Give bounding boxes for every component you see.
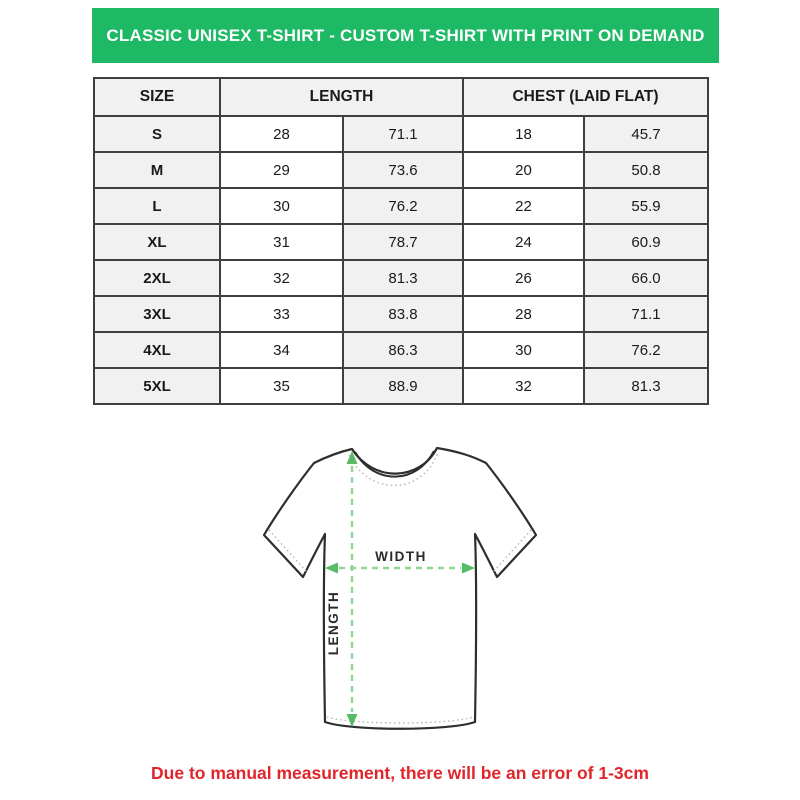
length-cm-cell: 71.1 [343,116,463,152]
length-in-cell: 35 [220,368,343,404]
tshirt-diagram [240,435,560,755]
size-cell: XL [94,224,220,260]
length-header: LENGTH [220,78,463,116]
table-row [94,296,708,332]
table-row [94,368,708,404]
length-in-cell: 32 [220,260,343,296]
length-cm-cell: 83.8 [343,296,463,332]
length-cm-cell: 88.9 [343,368,463,404]
length-in-cell: 29 [220,152,343,188]
length-in-cell: 34 [220,332,343,368]
size-cell: 2XL [94,260,220,296]
chest-in-cell: 22 [463,188,584,224]
chest-header: CHEST (LAID FLAT) [463,78,708,116]
chest-in-cell: 24 [463,224,584,260]
footnote-text: Due to manual measurement, there will be an error of 1-3cm [151,763,649,783]
size-chart-table [93,77,709,405]
size-cell: 5XL [94,368,220,404]
chest-cm-cell: 45.7 [584,116,708,152]
size-cell: S [94,116,220,152]
table-row [94,152,708,188]
length-cm-cell: 81.3 [343,260,463,296]
tshirt-diagram-svg [240,435,560,755]
length-in-cell: 33 [220,296,343,332]
header-row [94,78,708,116]
chest-cm-cell: 71.1 [584,296,708,332]
chest-in-cell: 18 [463,116,584,152]
table-row [94,224,708,260]
page-title: CLASSIC UNISEX T-SHIRT - CUSTOM T-SHIRT WITH PRINT ON DEMAND [106,25,705,45]
length-label: LENGTH [326,590,341,656]
size-header: SIZE [94,78,220,116]
length-cm-cell: 76.2 [343,188,463,224]
chest-in-cell: 30 [463,332,584,368]
table-row [94,188,708,224]
chest-in-cell: 28 [463,296,584,332]
chest-cm-cell: 55.9 [584,188,708,224]
chest-cm-cell: 60.9 [584,224,708,260]
length-cm-cell: 73.6 [343,152,463,188]
size-cell: M [94,152,220,188]
table-row [94,116,708,152]
width-label: WIDTH [375,549,427,564]
chest-cm-cell: 66.0 [584,260,708,296]
table-row [94,332,708,368]
chest-in-cell: 20 [463,152,584,188]
length-cm-cell: 86.3 [343,332,463,368]
length-in-cell: 31 [220,224,343,260]
size-cell: 3XL [94,296,220,332]
length-in-cell: 30 [220,188,343,224]
chest-cm-cell: 81.3 [584,368,708,404]
length-in-cell: 28 [220,116,343,152]
chest-cm-cell: 76.2 [584,332,708,368]
chest-in-cell: 32 [463,368,584,404]
size-chart [93,77,709,405]
table-row [94,260,708,296]
length-cm-cell: 78.7 [343,224,463,260]
chest-in-cell: 26 [463,260,584,296]
chest-cm-cell: 50.8 [584,152,708,188]
footnote [0,763,800,784]
header-banner [92,8,719,63]
tshirt-outline [264,448,536,729]
size-cell: L [94,188,220,224]
size-cell: 4XL [94,332,220,368]
